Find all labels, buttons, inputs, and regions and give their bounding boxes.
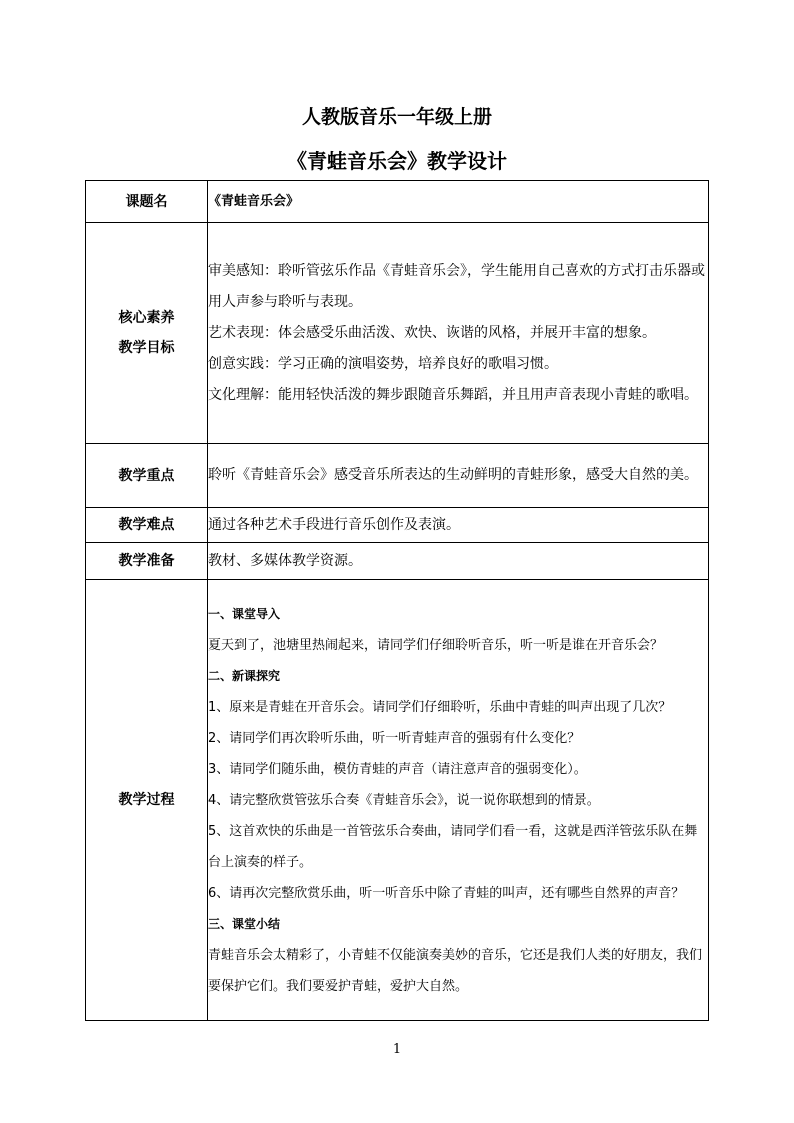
- goals-label: [86, 223, 208, 444]
- difficulties-value: 通过各种艺术手段进行音乐创作及表演。: [208, 508, 709, 543]
- table-row-goals: [86, 223, 709, 444]
- section-intro-text: 夏天到了，池塘里热闹起来，请同学们仔细聆听音乐，听一听是谁在开音乐会？: [208, 637, 664, 653]
- topic-label: 课题名: [86, 181, 208, 223]
- key-points-value: 聆听《青蛙音乐会》感受音乐所表达的生动鲜明的青蛙形象，感受大自然的美。: [208, 444, 709, 508]
- preparation-label: 教学准备: [86, 543, 208, 580]
- section-summary-text: 青蛙音乐会太精彩了，小青蛙不仅能演奏美妙的音乐，它还是我们人类的好朋友，我们要保护它们。我们要爱护青蛙，爱护大自然。: [208, 947, 703, 994]
- explore-step: 2、请同学们再次聆听乐曲，听一听青蛙声音的强弱有什么变化？: [208, 730, 581, 746]
- document-title: 人教版音乐一年级上册: [301, 106, 492, 128]
- table-row-preparation: [86, 543, 709, 580]
- preparation-value: 教材、多媒体教学资源。: [208, 543, 709, 580]
- section-explore-title: 二、新课探究: [208, 668, 281, 683]
- difficulties-label: 教学难点: [86, 508, 208, 543]
- page-number: 1: [392, 1042, 402, 1057]
- goals-content: [208, 223, 709, 444]
- explore-step: 3、请同学们随乐曲，模仿青蛙的声音（请注意声音的强弱变化）。: [208, 761, 587, 777]
- process-content: [208, 580, 709, 1021]
- table-row-key-points: [86, 444, 709, 508]
- process-label: 教学过程: [86, 580, 208, 1021]
- goal-aesthetic: 审美感知：聆听管弦乐作品《青蛙音乐会》，学生能用自己喜欢的方式打击乐器或用人声参与聆听与表现。: [208, 262, 705, 310]
- explore-step: 5、这首欢快的乐曲是一首管弦乐合奏曲，请同学们看一看，这就是西洋管弦乐队在舞台上演奏的样子。: [208, 823, 698, 870]
- section-summary-title: 三、课堂小结: [208, 916, 281, 931]
- goal-creativity: 创意实践：学习正确的演唱姿势，培养良好的歌唱习惯。: [208, 355, 558, 372]
- table-row-difficulties: [86, 508, 709, 543]
- goal-culture: 文化理解：能用轻快活泼的舞步跟随音乐舞蹈，并且用声音表现小青蛙的歌唱。: [208, 386, 698, 403]
- table-row-topic: [86, 181, 709, 223]
- explore-step: 4、请完整欣赏管弦乐合奏《青蛙音乐会》，说一说你联想到的情景。: [208, 792, 600, 808]
- topic-title: 《青蛙音乐会》: [208, 194, 300, 209]
- goals-label-line2: 教学目标: [118, 340, 175, 356]
- key-points-label: 教学重点: [86, 444, 208, 508]
- goal-expression: 艺术表现：体会感受乐曲活泼、欢快、诙谐的风格，并展开丰富的想象。: [208, 324, 656, 341]
- explore-step: 6、请再次完整欣赏乐曲，听一听音乐中除了青蛙的叫声，还有哪些自然界的声音？: [208, 885, 685, 901]
- section-intro-title: 一、课堂导入: [208, 606, 281, 621]
- goals-label-line1: 核心素养: [118, 310, 175, 326]
- document-subtitle: 《青蛙音乐会》教学设计: [287, 149, 507, 173]
- topic-value: [208, 181, 709, 223]
- explore-step: 1、原来是青蛙在开音乐会。请同学们仔细聆听，乐曲中青蛙的叫声出现了几次？: [208, 699, 672, 715]
- table-row-process: [86, 580, 709, 1021]
- lesson-plan-table: [85, 180, 709, 1021]
